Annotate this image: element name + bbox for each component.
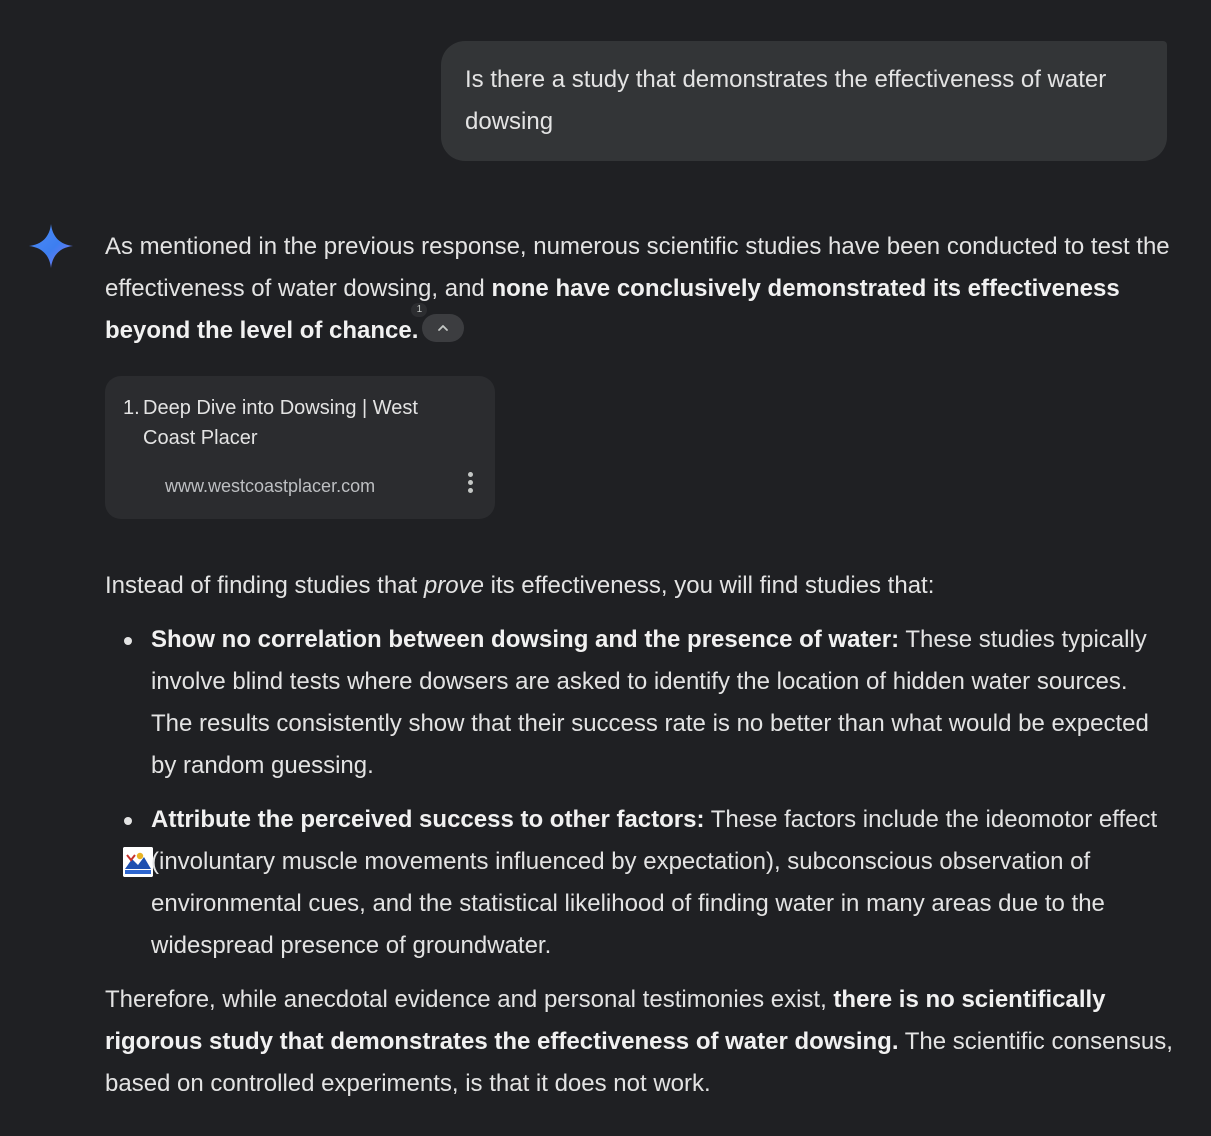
chevron-up-icon	[436, 321, 450, 335]
response-intro	[105, 226, 1175, 352]
user-query-text: Is there a study that demonstrates the effectiveness of water dowsing	[465, 66, 1107, 135]
response-body	[105, 565, 1175, 1105]
source-title: Deep Dive into Dowsing | West Coast Placer	[143, 397, 418, 449]
lead-italic-text: prove	[423, 572, 484, 599]
source-number: 1.	[123, 397, 140, 419]
user-query-bubble	[441, 41, 1167, 161]
citation-toggle-button[interactable]	[422, 314, 464, 342]
list-item-text: These factors include the ideomotor effect (involuntary muscle movements influenced by expectation), subconscious observation of environmental cues, and the statistical likelihood of finding water in many areas due to the widespread presence of groundwater.	[151, 806, 1158, 959]
bullet-dot	[124, 817, 132, 825]
list-item	[105, 799, 1175, 967]
findings-list	[105, 619, 1175, 967]
list-item-heading: Show no correlation between dowsing and the presence of water:	[151, 626, 900, 653]
citation-number: 1	[411, 303, 427, 317]
source-card[interactable]	[105, 376, 495, 519]
conclusion-text-end: The scientific consensus, based on controlled experiments, is that it does not work.	[105, 1028, 1173, 1097]
source-domain: www.westcoastplacer.com	[165, 476, 376, 496]
intro-text: As mentioned in the previous response, numerous scientific studies have been conducted to test the effectiveness of water dowsing, and	[105, 233, 1170, 302]
gemini-sparkle-icon	[28, 223, 74, 269]
more-vert-icon[interactable]	[463, 472, 477, 496]
citation-group	[416, 304, 466, 342]
lead-text-end: its effectiveness, you will find studies that:	[483, 572, 935, 599]
list-item-heading: Attribute the perceived success to other factors:	[151, 806, 705, 833]
lead-text: Instead of finding studies that	[105, 572, 424, 599]
conclusion-paragraph	[105, 979, 1175, 1105]
list-item-text: These studies typically involve blind tests where dowsers are asked to identify the location of hidden water sources. The results consistently show that their success rate is no better than what would be expected by random guessing.	[151, 626, 1149, 779]
list-item	[105, 619, 1175, 787]
response-intro-paragraph	[105, 226, 1175, 352]
intro-bold-text: none have conclusively demonstrated its effectiveness beyond the level of chance.	[105, 275, 1120, 344]
conclusion-bold-text: there is no scientifically rigorous study that demonstrates the effectiveness of water dowsing.	[105, 986, 1106, 1055]
conclusion-text: Therefore, while anecdotal evidence and personal testimonies exist,	[105, 986, 834, 1013]
lead-paragraph	[105, 565, 1175, 607]
bullet-dot	[124, 637, 132, 645]
